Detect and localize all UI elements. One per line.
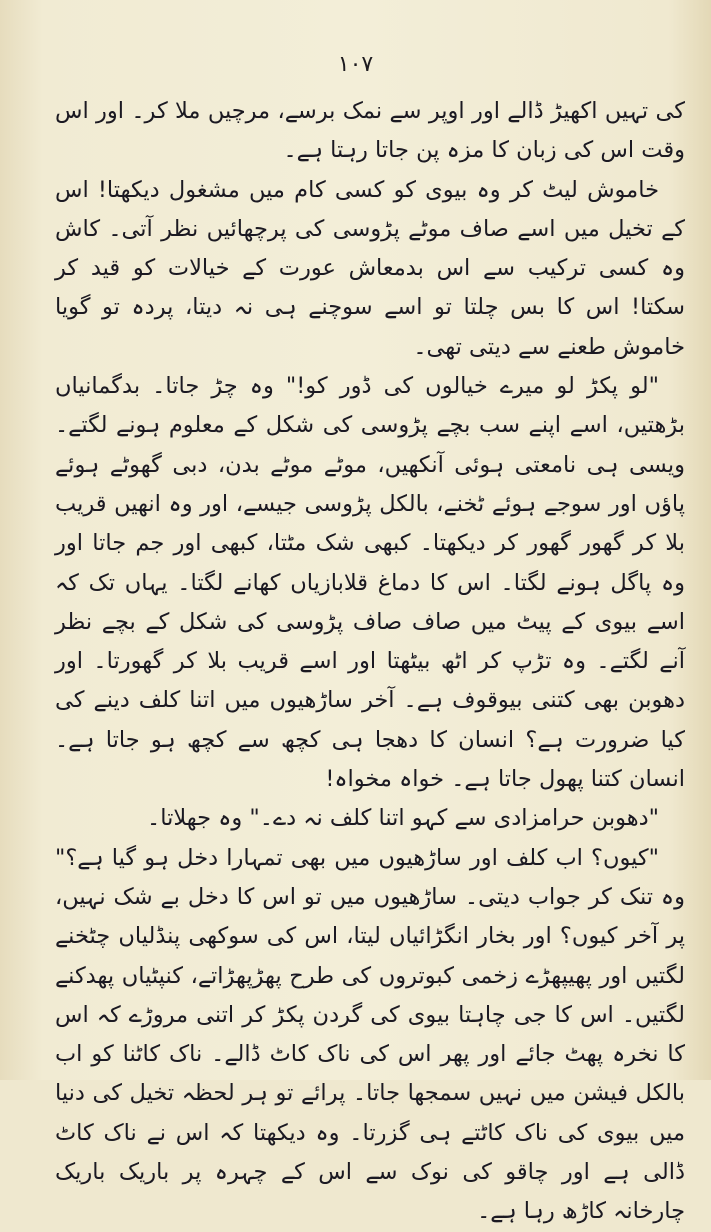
paragraph: "لو پکڑ لو میرے خیالوں کی ڈور کو!" وہ چڑ جاتا۔ بدگمانیاں بڑھتیں، اسے اپنے سب بچے پڑوسی کی شکل کے معلوم ہونے لگتے۔ ویسی ہی نامعتی ہوئی آنکھیں، موٹے موٹے بدن، دبی گھوٹے ہوئے پاؤں اور سوجے ہوئے ٹخنے، بالکل پڑوسی جیسے، اور وہ انھیں قریب بلا کر گھور گھور کر دیکھتا۔ کبھی شک مٹتا، کبھی اور جم جاتا اور وہ پاگل ہونے لگتا۔ اس کا دماغ قلابازیاں کھانے لگتا۔ یہاں تک کہ اسے بیوی کے پیٹ میں صاف صاف پڑوسی کی شکل کے بچے نظر آنے لگتے۔ وہ تڑپ کر اٹھ بیٹھتا اور اسے قریب بلا کر گھورتا۔ اور دھوبن بھی کتنی بیوقوف ہے۔ آخر ساڑھیوں میں اتنا کلف دینے کی کیا ضرورت ہے؟ انسان کا دھجا ہی کچھ سے کچھ ہو جاتا ہے۔ انسان کتنا پھول جاتا ہے۔ خواہ مخواہ! [55, 373, 685, 793]
page-number: ۱۰۷ [337, 52, 374, 77]
paragraph: کی تہیں اکھیڑ ڈالے اور اوپر سے نمک برسے، مرچیں ملا کر۔ اور اس وقت اس کی زبان کا مزہ پن جاتا رہتا ہے۔ [55, 98, 685, 164]
paragraph: "دھوبن حرامزادی سے کہو اتنا کلف نہ دے۔" وہ جھلاتا۔ [147, 805, 659, 832]
body-text [55, 92, 685, 1232]
paragraph: خاموش لیٹ کر وہ بیوی کو کسی کام میں مشغول دیکھتا! اس کے تخیل میں اسے صاف موٹے پڑوسی کی پرچھائیں نظر آتی۔ کاش وہ کسی ترکیب سے اس بدمعاش عورت کے خیالات کو قید کر سکتا! اس کا بس چلتا تو اسے سوچنے ہی نہ دیتا، پردہ تو گویا خاموش طعنے سے دیتی تھی۔ [55, 176, 685, 360]
paragraph: "کیوں؟ اب کلف اور ساڑھیوں میں بھی تمہارا دخل ہو گیا ہے؟" وہ تنک کر جواب دیتی۔ ساڑھیوں میں تو اس کا دخل بے شک نہیں، پر آخر کیوں؟ اور بخار انگڑائیاں لیتا، اس کی سوکھی پنڈلیاں چٹخنے لگتیں اور پھیپھڑے زخمی کبوتروں کی طرح پھڑپھڑاتے، کنپٹیاں پھدکنے لگتیں۔ اس کا جی چاہتا بیوی کی گردن پکڑ کر اتنی مروڑے کہ اس کا نخرہ پھٹ جائے اور پھر اس کی ناک کاٹ ڈالے۔ ناک کاٹنا کو اب بالکل فیشن میں نہیں سمجھا جاتا۔ پرائے تو ہر لحظہ تخیل کی دنیا میں بیوی کی ناک کاٹتے ہی گزرتا۔ وہ دیکھتا کہ اس نے ناک کاٹ ڈالی ہے اور چاقو کی نوک سے اس کے چہرہ پر باریک باریک چارخانہ کاڑھ رہا ہے۔ [55, 844, 685, 1225]
